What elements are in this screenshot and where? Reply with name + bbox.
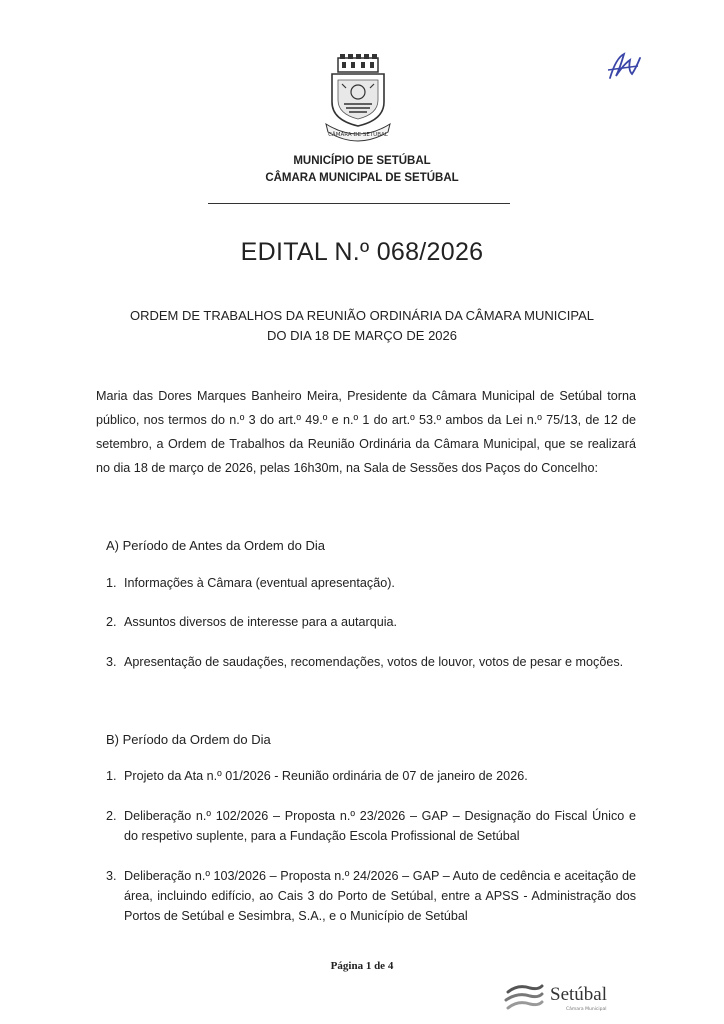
item-text: Assuntos diversos de interesse para a autarquia. [124,615,398,629]
item-number: 2. [106,615,117,629]
item-text: Informações à Câmara (eventual apresentação). [124,576,395,590]
handwritten-initials-icon [604,50,646,84]
item-text: Deliberação n.º 103/2026 – Proposta n.º 24/2026 – GAP – Auto de cedência e aceitação de área, incluindo edifício, ao Cais 3 do Porto de Setúbal, entre a APSS - Administração dos Portos de Setúbal e Sesimbra, S.A., e o Município de Setúbal [124,869,636,923]
intro-paragraph [96,384,636,480]
item-number: 2. [106,809,117,823]
item-text: Deliberação n.º 102/2026 – Proposta n.º 23/2026 – GAP – Designação do Fiscal Único e do respetivo suplente, para a Fundação Escola Profissional de Setúbal [124,809,636,843]
subtitle-line-1: ORDEM DE TRABALHOS DA REUNIÃO ORDINÁRIA DA CÂMARA MUNICIPAL [129,308,594,323]
item-text: Projeto da Ata n.º 01/2026 - Reunião ordinária de 07 de janeiro de 2026. [124,769,528,783]
page-title: EDITAL N.º 068/2026 [240,238,484,266]
section-b-title: B) Período da Ordem do Dia [106,732,271,747]
item-number: 3. [106,869,117,883]
crest-label: CÂMARA DE SETÚBAL [328,132,388,138]
setubal-wave-icon [504,982,544,1014]
president-name: Maria das Dores Marques Banheiro Meira [96,389,339,403]
municipality-name: MUNICÍPIO DE SETÚBAL [293,155,431,167]
setubal-logo [504,980,628,1016]
item-number: 1. [106,576,117,590]
municipal-crest-icon [318,52,398,144]
subtitle-line-2: DO DIA 18 DE MARÇO DE 2026 [266,328,457,343]
item-text: Apresentação de saudações, recomendações, votos de louvor, votos de pesar e moções. [124,655,624,669]
header-divider [208,203,510,204]
page-number: Página 1 de 4 [330,960,394,972]
brand-subtitle: Câmara Municipal [566,1007,607,1012]
item-number: 3. [106,655,117,669]
item-number: 1. [106,769,117,783]
intro-text: , Presidente da Câmara Municipal de Setúbal torna público, nos termos do n.º 3 do art.º 49.º e n.º 1 do art.º 53.º ambos da Lei n.º 75/13, de 12 de setembro, a Ordem de Trabalhos da Reunião Ordinária da Câmara Municipal, que se realizará no dia 18 de março de 2026, pelas 16h30m, na Sala de Sessões dos Paços do Concelho: [96,389,636,475]
section-a-title: A) Período de Antes da Ordem do Dia [106,538,325,553]
council-name: CÂMARA MUNICIPAL DE SETÚBAL [265,172,459,184]
brand-name: Setúbal [550,984,607,1005]
